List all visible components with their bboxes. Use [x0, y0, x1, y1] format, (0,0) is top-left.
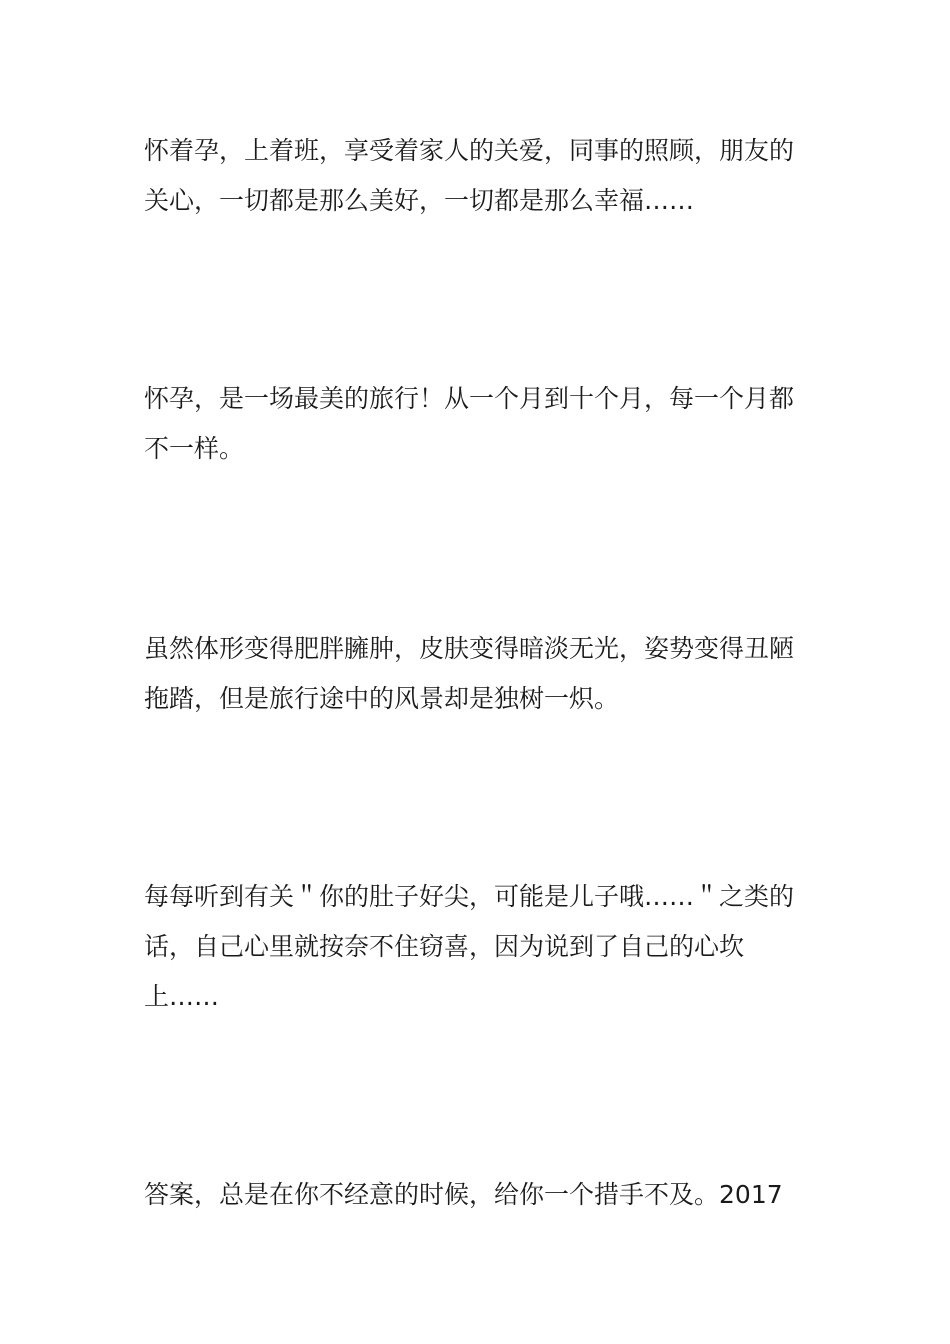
- paragraph-5: 答案，总是在你不经意的时候，给你一个措手不及。2017: [144, 1180, 783, 1209]
- paragraph-3: 虽然体形变得肥胖臃肿，皮肤变得暗淡无光，姿势变得丑陋拖踏，但是旅行途中的风景却是独树一炽。: [144, 634, 795, 713]
- paragraph-4: 每每听到有关＂你的肚子好尖，可能是儿子哦……＂之类的话，自己心里就按奈不住窃喜，因为说到了自己的心坎上……: [144, 882, 795, 1011]
- paragraph-2: 怀孕，是一场最美的旅行！从一个月到十个月，每一个月都不一样。: [144, 384, 795, 463]
- paragraph-1: 怀着孕，上着班，享受着家人的关爱，同事的照顾，朋友的关心，一切都是那么美好，一切都是那么幸福……: [144, 136, 795, 215]
